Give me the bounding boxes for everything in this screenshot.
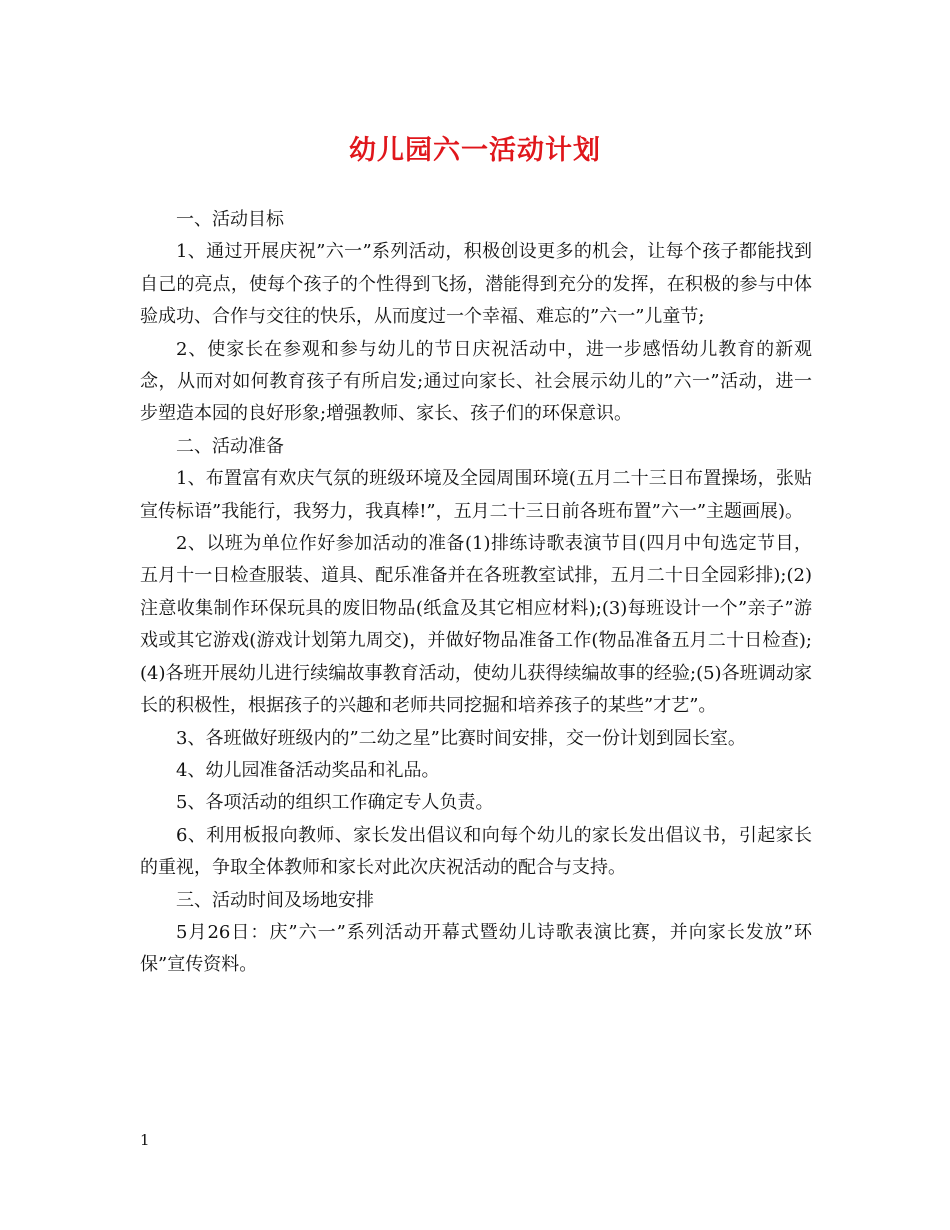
paragraph: 6、利用板报向教师、家长发出倡议和向每个幼儿的家长发出倡议书，引起家长的重视，争取全体教师和家长对此次庆祝活动的配合与支持。: [140, 824, 812, 879]
document-title: 幼儿园六一活动计划: [349, 135, 601, 166]
paragraph: 3、各班做好班级内的”二幼之星”比赛时间安排，交一份计划到园长室。: [176, 727, 746, 749]
paragraph: 5月26日：庆”六一”系列活动开幕式暨幼儿诗歌表演比赛，并向家长发放”环保”宣传资料。: [140, 921, 812, 976]
page-number: 1: [140, 1131, 150, 1149]
paragraph: 4、幼儿园准备活动奖品和礼品。: [176, 759, 440, 781]
section-heading-preparation: 二、活动准备: [176, 435, 284, 457]
paragraph: 1、布置富有欢庆气氛的班级环境及全园周围环境(五月二十三日布置操场，张贴宣传标语”我能行，我努力，我真棒!”，五月二十三日前各班布置”六一”主题画展)。: [140, 468, 812, 522]
paragraph: 2、使家长在参观和参与幼儿的节日庆祝活动中，进一步感悟幼儿教育的新观念，从而对如何教育孩子有所启发;通过向家长、社会展示幼儿的”六一”活动，进一步塑造本园的良好形象;增强教师、家长、孩子们的环保意识。: [140, 338, 812, 425]
paragraph: 5、各项活动的组织工作确定专人负责。: [176, 792, 494, 814]
section-heading-schedule: 三、活动时间及场地安排: [176, 889, 374, 911]
paragraph: 1、通过开展庆祝”六一”系列活动，积极创设更多的机会，让每个孩子都能找到自己的亮点，使每个孩子的个性得到飞扬，潜能得到充分的发挥，在积极的参与中体验成功、合作与交往的快乐，从而度过一个幸福、难忘的”六一”儿童节;: [140, 241, 812, 328]
document-body: [140, 204, 812, 982]
section-heading-goals: 一、活动目标: [176, 209, 284, 230]
paragraph: 2、以班为单位作好参加活动的准备(1)排练诗歌表演节目(四月中旬选定节目，五月十一日检查服装、道具、配乐准备并在各班教室试排，五月二十日全园彩排);(2)注意收集制作环保玩具的废旧物品(纸盒及其它相应材料);(3)每班设计一个”亲子”游戏或其它游戏(游戏计划第九周交)，并做好物品准备工作(物品准备五月二十日检查);(4)各班开展幼儿进行续编故事教育活动，使幼儿获得续编故事的经验;(5)各班调动家长的积极性，根据孩子的兴趣和老师共同挖掘和培养孩子的某些”才艺”。: [140, 533, 812, 717]
